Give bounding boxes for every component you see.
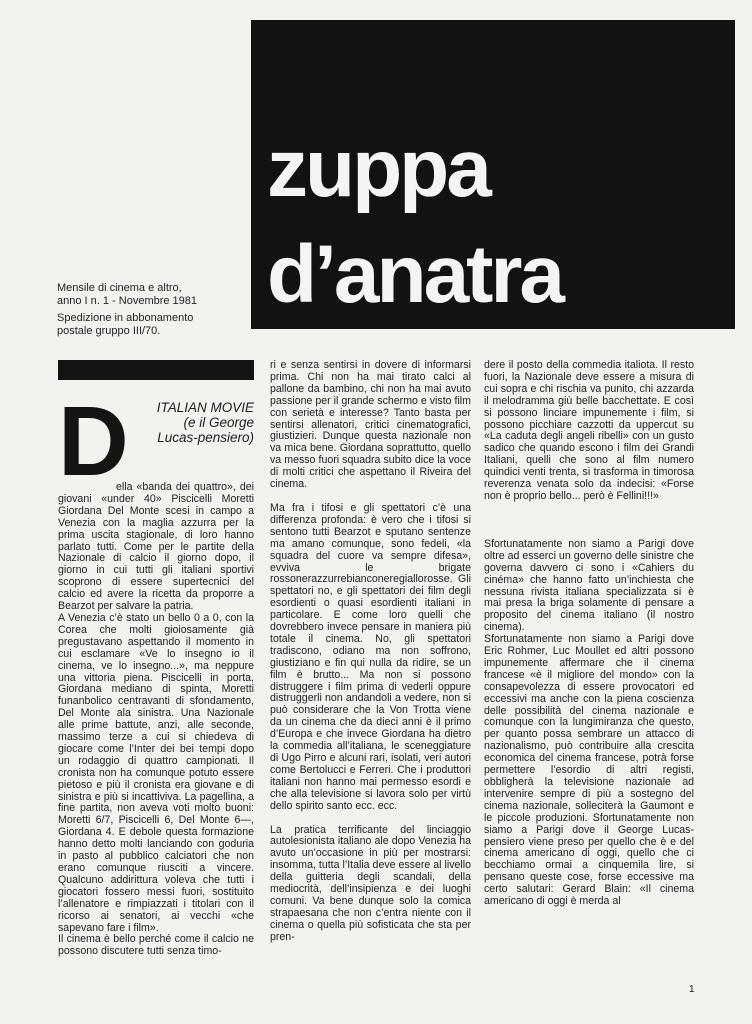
paragraph: dere il posto della commedia italiota. Il resto fuori, la Nazionale deve essere a misura di cui sopra e chi rischia va punito, chi azzarda il melodramma giù belle bacchettate. E così si possono linciare impunemente i film, si possono picchiare cazzotti da uppercut su «La caduta degli angeli ribelli» con un gusto sadico che quando escono i film dei Grandi Italiani, quelli che sono al film numero quindici venti trenta, si trasforma in timorosa reverenza venata solo da indecisi: «Forse non è proprio bello... però è Fellini!!!» (484, 359, 694, 502)
issue-line: anno I n. 1 - Novembre 1981 (57, 295, 198, 307)
article-opening (58, 400, 254, 482)
paragraph: ri e senza sentirsi in dovere di informarsi prima. Chi non ha mai tirato calci al pallone da bambino, chi non ha mai avuto passione per il grande schermo e visto film con serietà e interesse? Tanto basta per sentirsi allenatori, critici cinematografici, giustizieri. Dunque questa nazionale non va mica bene. Giordana soprattutto, quello va messo fuori squadra subito dice la voce di molti critici che aspettano il Riveira del cinema. (270, 359, 471, 491)
section-bar (58, 360, 254, 380)
page-number: 1 (689, 984, 695, 995)
paragraph: A Venezia c’è stato un bello 0 a 0, con la Corea che molti gioiosamente già pregustavano aspettando il momento in cui esclamare «Ve lo insegno io il cinema, ve lo insegno...», ma neppure una vittoria piena. Piscicelli in porta, Giordana mediano di spinta, Moretti funanbolico centravanti di sfondamento, Del Monte ala sinistra. Una Nazionale alle prime battute, anzi, alle seconde, massimo terze a cui si chiedeva di giocare come l’Inter dei bei tempi dopo un rodaggio di quattro campionati. Il cronista non ha comunque potuto essere pietoso e più il cronista era giovane e di sinistra e più si incattiviva. La pagellina, a fine partita, non aveva voti molto buoni: Moretti 6/7, Piscicelli 6, Del Monte 6—, Giordana 4. E debole questa formazione hanno detto molti lanciando con goduria in pasto al pubblico calciatori che non erano comunque riusciti a vincere. Qualcuno addirittura voleva che tutti i giocatori fossero messi fuori, sostituito l’allenatore e rimpiazzati i titolari con il ricorso ai senatori, ai vecchi «che sapevano fare i film». (58, 611, 254, 934)
issue-line: postale gruppo III/70. (57, 325, 161, 337)
article-headline (136, 400, 254, 445)
paragraph: Sfortunatamente non siamo a Parigi dove oltre ad esserci un governo delle sinistre che governa davvero ci sono i «Cahiers du cinéma» che hanno fatto un’inchiesta che nessuna rivista italiana specializzata si è mai presa la briga solamente di pensare a proposito del cinema italiano (il nostro cinema). (484, 537, 694, 634)
dropcap-letter: D (58, 402, 129, 482)
paragraph: Sfortunatamente non siamo a Parigi dove Eric Rohmer, Luc Moullet ed altri possono impunemente affermare che il cinema francese «è il migliore del mondo» con la consapevolezza di essere provocatori ed eccessivi ma anche con la piena coscienza delle possibilità del cinema nazionale e comunque con la lungimiranza che questo, per quanto possa sembrare un attacco di nazionalismo, può contribuire alla crescita economica del cinema francese, potrà forse permettere l’esordio di altri registi, obbligherà la televisione nazionale ad intervenire sempre di più a sostegno del cinema nazionale, solleciterà la Gaumont e le piccole produzioni. Sfortunatamente non siamo a Parigi dove il George Lucas-pensiero viene preso per quello che è e del cinema americano di oggi, quello che ci becchiamo ormai a cinquemila lire, si pensano queste cose, forse eccessive ma certo salutari: Gerard Blain: «Il cinema americano di oggi è merda al (484, 633, 694, 908)
headline-line: (e il George (183, 415, 254, 430)
headline-line: ITALIAN MOVIE (156, 400, 254, 415)
masthead-title-line2: d’anatra (267, 229, 562, 320)
paragraph: ella «banda dei quattro», dei giovani «under 40» Piscicelli Moretti Giordana Del Monte scesi in campo a Venezia con la maglia azzurra per la prima uscita stagionale, di loro hanno parlato tutti. Come per le partite della Nazionale di calcio il giorno dopo, il giorno in cui tutti gli italiani sportivi scoprono di essere supertecnici del calcio ed avere la ricetta da proporre a Bearzot per salvare la patria. (58, 481, 254, 613)
article-column-1 (58, 360, 254, 958)
paragraph: La pratica terrificante del linciaggio autolesionista italiano ale dopo Venezia ha avuto un’occasione in più per mostrarsi: insomma, tutta l’Italia deve essere al livello della guitteria degli scandali, della mediocrità, dell’insipienza e dei luoghi comuni. Va bene dunque solo la comica strapaesana che non c’entra niente con il cinema o quella più sofisticata che sta per pren- (270, 823, 471, 943)
issue-line: Spedizione in abbonamento (57, 312, 194, 324)
paragraph: Il cinema è bello perché come il calcio ne possono discutere tutti senza timo- (58, 933, 254, 958)
issue-info (57, 282, 252, 338)
masthead-title-line1: zuppa (267, 123, 489, 214)
masthead (251, 20, 735, 329)
article-column-2 (270, 360, 471, 944)
issue-line: Mensile di cinema e altro, (57, 282, 182, 294)
headline-line: Lucas-pensiero) (157, 430, 254, 445)
article-column-3 (484, 360, 694, 908)
paragraph: Ma fra i tifosi e gli spettatori c’è una differenza profonda: è vero che i tifosi si sentono tutti Bearzot e sputano sentenze ma amano comunque, sono fedeli, «la squadra del cuore va sempre difesa», evviva le brigate rossonerazzurrebianconeregiallorosse. Gli spettatori no, e gli spettatori dei film degli esordienti o quasi esordienti italiani in particolare. E come loro quelli che dovrebbero invece pensare in maniera più totale il cinema. No, gli spettatori tradiscono, odiano ma non soffrono, giustiziano e fin qui nulla da ridire, se un film è brutto... Ma non si possono distruggere i film prima di vederli oppure distruggerli non andandoli a vedere, non si può considerare che la Von Trotta viene da un cinema che da dieci anni è il primo d’Europa e che invece Giordana ha dietro la commedia all’italiana, le sceneggiature di Ugo Pirro e alcuni rari, isolati, veri autori come Bertolucci e Ferreri. Che i produttori italiani non hanno mai permesso esordi e che alla televisione si lavora solo per virtù dello spirito santo ecc. ecc. (270, 501, 471, 812)
